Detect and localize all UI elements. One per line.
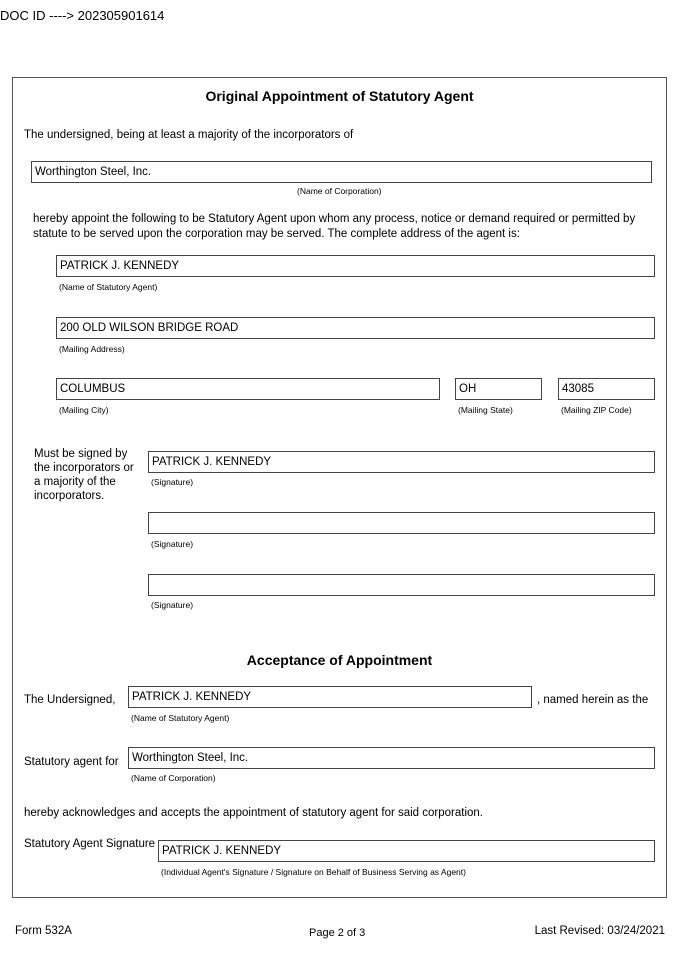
signature-field-1[interactable]: PATRICK J. KENNEDY bbox=[148, 451, 655, 473]
signature-field-3[interactable] bbox=[148, 574, 655, 596]
signature-caption-1: (Signature) bbox=[151, 477, 194, 487]
sign-note: Must be signed by the incorporators or a majority of the incorporators. bbox=[34, 448, 134, 502]
acknowledge-text: hereby acknowledges and accepts the appointment of statutory agent for said corporation. bbox=[24, 807, 484, 819]
corporation-name-field[interactable]: Worthington Steel, Inc. bbox=[31, 161, 652, 183]
doc-id: DOC ID ----> 202305901614 bbox=[0, 8, 165, 23]
signature-caption-2: (Signature) bbox=[151, 539, 194, 549]
signature-field-2[interactable] bbox=[148, 512, 655, 534]
mailing-zip-field[interactable]: 43085 bbox=[558, 378, 655, 400]
mailing-state-caption: (Mailing State) bbox=[458, 405, 513, 415]
named-suffix: , named herein as the bbox=[537, 694, 649, 706]
appointment-intro: The undersigned, being at least a majority of the incorporators of bbox=[24, 129, 354, 141]
form-number: Form 532A bbox=[15, 925, 72, 937]
mailing-city-caption: (Mailing City) bbox=[59, 405, 109, 415]
mailing-state-field[interactable]: OH bbox=[455, 378, 542, 400]
agent-signature-label: Statutory Agent Signature bbox=[24, 838, 156, 850]
acceptance-agent-name-field[interactable]: PATRICK J. KENNEDY bbox=[128, 686, 532, 708]
mailing-address-field[interactable]: 200 OLD WILSON BRIDGE ROAD bbox=[56, 317, 655, 339]
corporation-name-caption: (Name of Corporation) bbox=[297, 186, 382, 196]
page-number: Page 2 of 3 bbox=[309, 927, 366, 939]
agent-signature-field[interactable]: PATRICK J. KENNEDY bbox=[158, 840, 655, 862]
acceptance-agent-name-caption: (Name of Statutory Agent) bbox=[131, 713, 230, 723]
undersigned-label: The Undersigned, bbox=[24, 694, 116, 706]
mailing-zip-caption: (Mailing ZIP Code) bbox=[561, 405, 632, 415]
agent-name-field[interactable]: PATRICK J. KENNEDY bbox=[56, 255, 655, 277]
agent-for-label: Statutory agent for bbox=[24, 756, 119, 768]
last-revised: Last Revised: 03/24/2021 bbox=[534, 925, 665, 937]
mailing-address-caption: (Mailing Address) bbox=[59, 344, 125, 354]
mailing-city-field[interactable]: COLUMBUS bbox=[56, 378, 440, 400]
agent-name-caption: (Name of Statutory Agent) bbox=[59, 282, 158, 292]
acceptance-corporation-caption: (Name of Corporation) bbox=[131, 773, 216, 783]
acceptance-corporation-field[interactable]: Worthington Steel, Inc. bbox=[128, 747, 655, 769]
appointment-title: Original Appointment of Statutory Agent bbox=[205, 88, 474, 104]
agent-signature-caption: (Individual Agent's Signature / Signature on Behalf of Business Serving as Agent) bbox=[161, 867, 466, 877]
acceptance-title: Acceptance of Appointment bbox=[246, 652, 433, 668]
appoint-text: hereby appoint the following to be Statutory Agent upon whom any process, notice or demand required or permitted by statute to be served upon the corporation may be served. The complete address of the agent is: bbox=[33, 213, 636, 240]
signature-caption-3: (Signature) bbox=[151, 600, 194, 610]
